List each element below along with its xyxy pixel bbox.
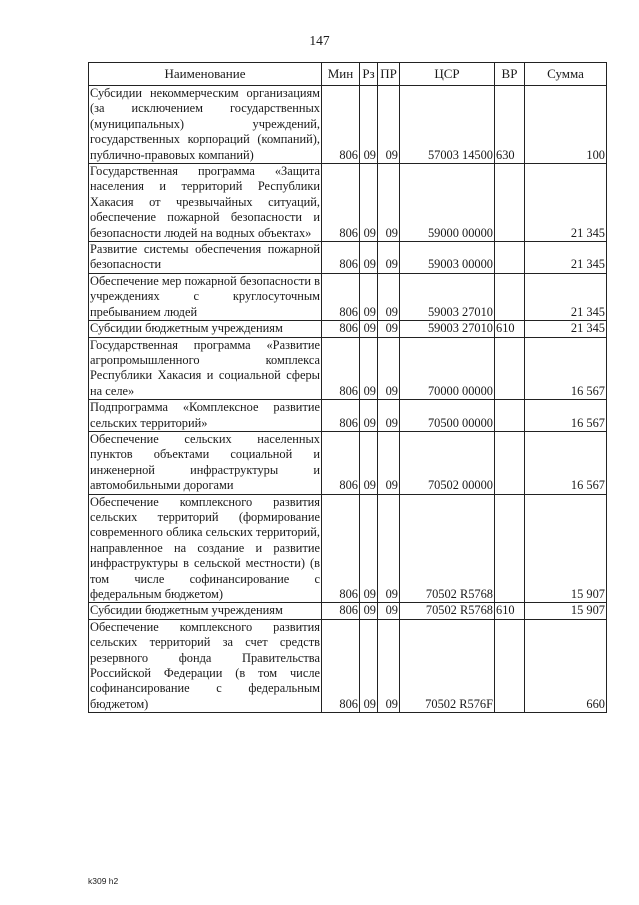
cell-name: Обеспечение комплексного развития сельских территорий (формирование современного облика сельских территорий, направленное на создание и развитие инфраструктуры в сельской местности) (в том числе софинансирование с федеральным бюджетом) <box>90 494 320 601</box>
cell-pr: 09 <box>378 619 400 712</box>
cell-sum: 21 345 <box>525 273 607 320</box>
cell-pr: 09 <box>378 494 400 603</box>
cell-rz: 09 <box>360 86 378 164</box>
cell-sum: 16 567 <box>525 431 607 494</box>
header-name: Наименование <box>89 63 322 86</box>
footer-code: k309 h2 <box>88 876 119 886</box>
cell-pr: 09 <box>378 321 400 337</box>
cell-min: 806 <box>322 273 360 320</box>
table-row <box>89 164 607 242</box>
cell-sum: 21 345 <box>525 164 607 242</box>
cell-csr: 70502 R5768 <box>400 603 495 619</box>
table-row <box>89 86 607 164</box>
header-min: Мин <box>322 63 360 86</box>
cell-sum: 15 907 <box>525 603 607 619</box>
cell-min: 806 <box>322 321 360 337</box>
header-pr: ПР <box>378 63 400 86</box>
cell-name: Государственная программа «Развитие агропромышленного комплекса Республики Хакасия и социальной сферы на селе» <box>90 337 320 398</box>
cell-name: Государственная программа «Защита населения и территорий Республики Хакасия от чрезвычайных ситуаций, обеспечение пожарной безопасности и безопасности людей на водных объектах» <box>90 164 320 240</box>
cell-min: 806 <box>322 619 360 712</box>
header-csr: ЦСР <box>400 63 495 86</box>
cell-pr: 09 <box>378 164 400 242</box>
cell-vr <box>495 431 525 494</box>
cell-rz: 09 <box>360 603 378 619</box>
cell-pr: 09 <box>378 400 400 432</box>
cell-rz: 09 <box>360 164 378 242</box>
header-vr: ВР <box>495 63 525 86</box>
cell-name: Подпрограмма «Комплексное развитие сельских территорий» <box>90 400 320 430</box>
cell-rz: 09 <box>360 619 378 712</box>
cell-min: 806 <box>322 494 360 603</box>
table-row <box>89 603 607 619</box>
cell-vr <box>495 242 525 274</box>
table-header-row <box>89 63 607 86</box>
cell-min: 806 <box>322 400 360 432</box>
cell-min: 806 <box>322 431 360 494</box>
cell-vr <box>495 337 525 400</box>
cell-pr: 09 <box>378 603 400 619</box>
cell-vr <box>495 400 525 432</box>
cell-sum: 100 <box>525 86 607 164</box>
cell-vr <box>495 273 525 320</box>
cell-pr: 09 <box>378 86 400 164</box>
cell-pr: 09 <box>378 242 400 274</box>
cell-sum: 660 <box>525 619 607 712</box>
cell-min: 806 <box>322 242 360 274</box>
cell-min: 806 <box>322 603 360 619</box>
cell-rz: 09 <box>360 273 378 320</box>
cell-sum: 21 345 <box>525 321 607 337</box>
header-rz: Рз <box>360 63 378 86</box>
table-row <box>89 400 607 432</box>
cell-csr: 57003 14500 <box>400 86 495 164</box>
header-sum: Сумма <box>525 63 607 86</box>
cell-pr: 09 <box>378 273 400 320</box>
cell-vr <box>495 494 525 603</box>
cell-name: Субсидии бюджетным учреждениям <box>89 321 322 337</box>
cell-sum: 16 567 <box>525 337 607 400</box>
cell-csr: 59003 27010 <box>400 321 495 337</box>
table-row <box>89 242 607 274</box>
cell-vr: 610 <box>495 603 525 619</box>
cell-csr: 70502 R576F <box>400 619 495 712</box>
budget-table <box>88 62 607 713</box>
cell-csr: 70000 00000 <box>400 337 495 400</box>
table-row <box>89 431 607 494</box>
cell-rz: 09 <box>360 431 378 494</box>
table-row <box>89 273 607 320</box>
cell-csr: 59003 27010 <box>400 273 495 320</box>
cell-vr <box>495 619 525 712</box>
cell-min: 806 <box>322 337 360 400</box>
cell-vr <box>495 164 525 242</box>
cell-csr: 59003 00000 <box>400 242 495 274</box>
table-row <box>89 321 607 337</box>
cell-min: 806 <box>322 86 360 164</box>
cell-vr: 630 <box>495 86 525 164</box>
cell-vr: 610 <box>495 321 525 337</box>
table-row <box>89 619 607 712</box>
cell-csr: 70502 00000 <box>400 431 495 494</box>
cell-sum: 21 345 <box>525 242 607 274</box>
cell-name: Обеспечение комплексного развития сельских территорий за счет средств резервного фонда Правительства Российской Федерации (в том числе софинансирование с федеральным бюджетом) <box>90 619 320 711</box>
cell-csr: 70502 R5768 <box>400 494 495 603</box>
cell-csr: 70500 00000 <box>400 400 495 432</box>
cell-name: Развитие системы обеспечения пожарной безопасности <box>90 242 320 272</box>
cell-rz: 09 <box>360 242 378 274</box>
cell-name: Обеспечение сельских населенных пунктов объектами социальной и инженерной инфраструктуры и автомобильными дорогами <box>90 431 320 493</box>
cell-rz: 09 <box>360 337 378 400</box>
cell-name: Субсидии некоммерческим организациям (за исключением государственных (муниципальных) учреждений, государственных корпораций (компаний), публично-правовых компаний) <box>90 86 320 162</box>
cell-min: 806 <box>322 164 360 242</box>
cell-pr: 09 <box>378 337 400 400</box>
cell-sum: 15 907 <box>525 494 607 603</box>
cell-sum: 16 567 <box>525 400 607 432</box>
cell-rz: 09 <box>360 321 378 337</box>
cell-name: Обеспечение мер пожарной безопасности в учреждениях с круглосуточным пребыванием людей <box>90 273 320 319</box>
table-row <box>89 337 607 400</box>
cell-rz: 09 <box>360 494 378 603</box>
cell-name: Субсидии бюджетным учреждениям <box>89 603 322 619</box>
page-number: 147 <box>309 33 330 48</box>
cell-rz: 09 <box>360 400 378 432</box>
table-row <box>89 494 607 603</box>
cell-csr: 59000 00000 <box>400 164 495 242</box>
cell-pr: 09 <box>378 431 400 494</box>
